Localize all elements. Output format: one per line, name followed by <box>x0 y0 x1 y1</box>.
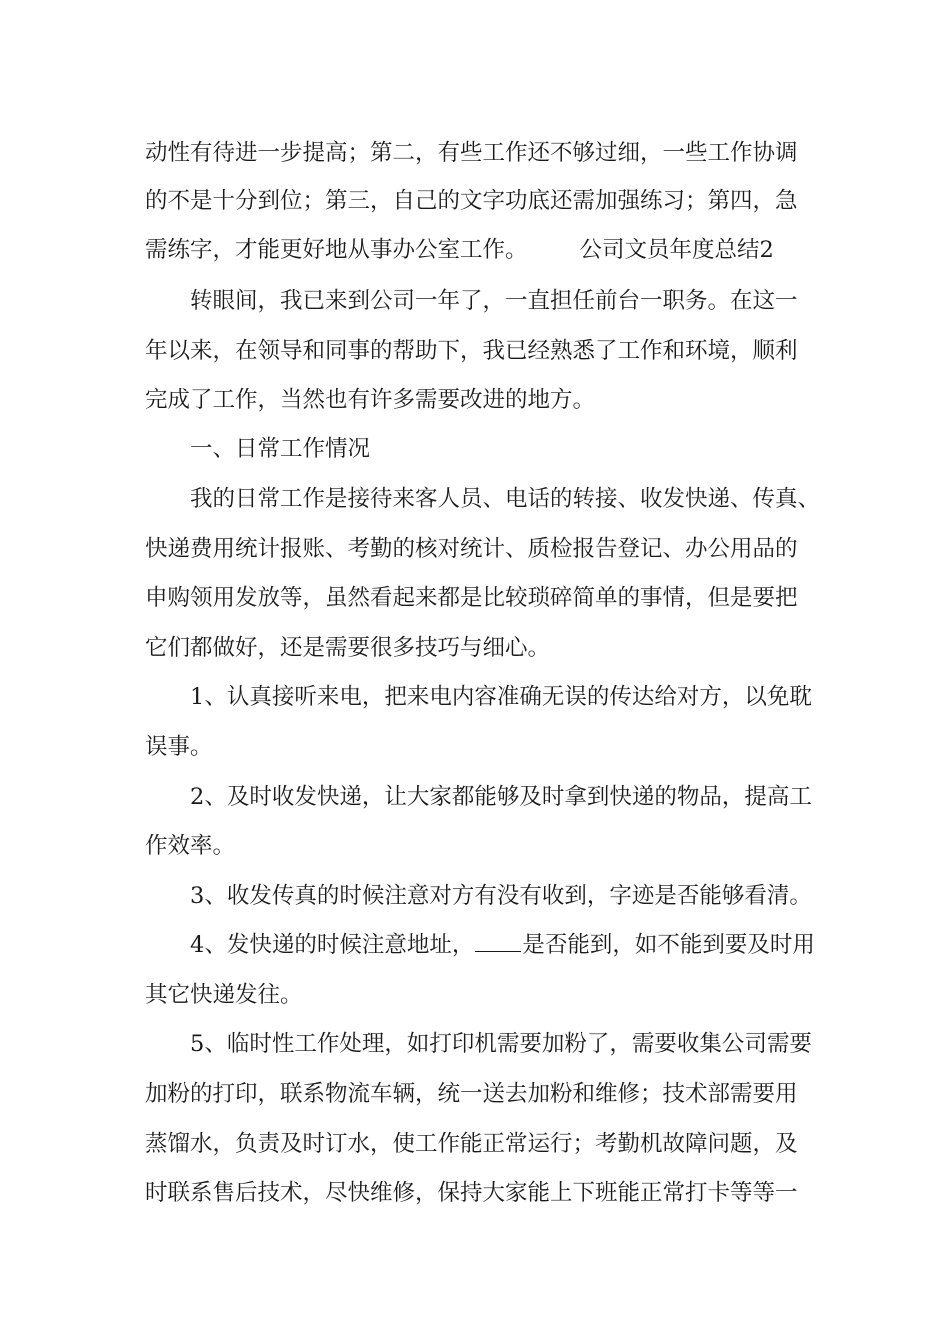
list-item-text: 5、临时性工作处理，如打印机需要加粉了，需要收集公司需要 <box>190 1031 812 1057</box>
text-line: 年以来，在领导和同事的帮助下，我已经熟悉了工作和环境，顺利 <box>145 338 798 364</box>
text-fragment: 是否能到，如不能到要及时用 <box>522 932 815 958</box>
text-line: 的不是十分到位；第三，自己的文字功底还需加强练习；第四，急 <box>145 188 798 214</box>
subheading: 一、日常工作情况 <box>190 436 371 462</box>
text-line: 误事。 <box>145 734 213 760</box>
text-line: 其它快递发往。 <box>145 982 303 1008</box>
list-item-text: 3、收发传真的时候注意对方有没有收到，字迹是否能够看清。 <box>190 883 812 909</box>
text-line: 加粉的打印，联系物流车辆，统一送去加粉和维修；技术部需要用 <box>145 1081 798 1107</box>
text-line: 完成了工作，当然也有许多需要改进的地方。 <box>145 387 596 413</box>
text-line: 转眼间，我已来到公司一年了，一直担任前台一职务。在这一 <box>190 288 798 314</box>
text-line: 申购领用发放等，虽然看起来都是比较琐碎简单的事情，但是要把 <box>145 585 798 611</box>
text-fragment: 4、发快递的时候注意地址， <box>190 932 475 958</box>
text-line: 我的日常工作是接待来客人员、电话的转接、收发快递、传真、 <box>190 486 821 512</box>
text-line-with-heading <box>145 235 774 265</box>
text-line: 快递费用统计报账、考勤的核对统计、质检报告登记、办公用品的 <box>145 536 798 562</box>
text-line: 作效率。 <box>145 833 236 859</box>
list-item-text: 2、及时收发快递，让大家都能够及时拿到快递的物品，提高工 <box>190 784 812 810</box>
list-item-text: 1、认真接听来电，把来电内容准确无误的传达给对方，以免耽 <box>190 684 812 710</box>
text-line: 它们都做好，还是需要很多技巧与细心。 <box>145 635 551 661</box>
text-line: 动性有待进一步提高；第二，有些工作还不够过细，一些工作协调 <box>145 140 798 166</box>
list-item-text <box>190 930 815 960</box>
text-line: 蒸馏水，负责及时订水，使工作能正常运行；考勤机故障问题，及 <box>145 1131 798 1157</box>
text-line: 时联系售后技术，尽快维修，保持大家能上下班能正常打卡等等一 <box>145 1180 798 1206</box>
text-fragment: 需练字，才能更好地从事办公室工作。 <box>145 237 528 263</box>
blank-underline <box>475 933 521 952</box>
section-heading: 公司文员年度总结2 <box>579 237 774 263</box>
